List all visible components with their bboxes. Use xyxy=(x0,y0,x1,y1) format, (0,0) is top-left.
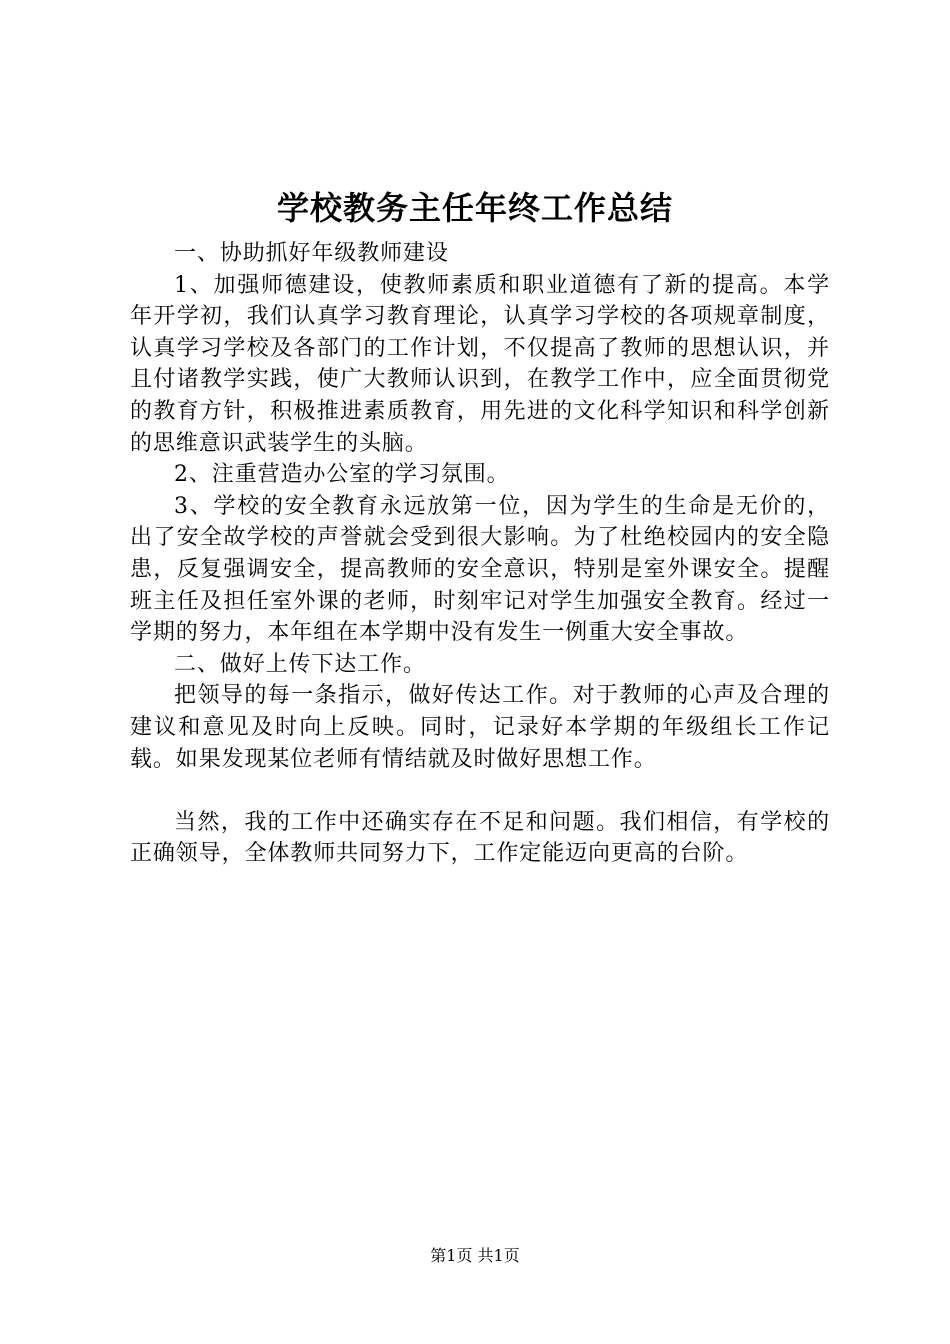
paragraph-item-3: 3、学校的安全教育永远放第一位，因为学生的生命是无价的，出了安全故学校的声誉就会受到很大影响。为了杜绝校园内的安全隐患，反复强调安全，提高教师的安全意识，特别是室外课安全。提醒班主任及担任室外课的老师，时刻牢记对学生加强安全教育。经过一学期的努力，本年组在本学期中没有发生一例重大安全事故。 xyxy=(130,493,830,646)
paragraph-item-1: 1、加强师德建设，使教师素质和职业道德有了新的提高。本学年开学初，我们认真学习教育理论，认真学习学校的各项规章制度，认真学习学校及各部门的工作计划，不仅提高了教师的思想认识，并且付诸教学实践，使广大教师认识到，在教学工作中，应全面贯彻党的教育方针，积极推进素质教育，用先进的文化科学知识和科学创新的思维意识武装学生的头脑。 xyxy=(130,272,830,456)
page-footer: 第1页 共1页 xyxy=(430,1246,520,1265)
paragraph-item-2: 2、注重营造办公室的学习氛围。 xyxy=(174,462,510,488)
paragraph-conclusion: 当然，我的工作中还确实存在不足和问题。我们相信，有学校的正确领导，全体教师共同努力下，工作定能迈向更高的台阶。 xyxy=(130,809,830,867)
section-heading-2: 二、做好上传下达工作。 xyxy=(174,651,426,677)
paragraph-instructions: 把领导的每一条指示，做好传达工作。对于教师的心声及合理的建议和意见及时向上反映。同时，记录好本学期的年级组长工作记载。如果发现某位老师有情结就及时做好思想工作。 xyxy=(130,683,830,772)
section-heading-1: 一、协助抓好年级教师建设 xyxy=(174,241,449,266)
page-title: 学校教务主任年终工作总结 xyxy=(276,189,673,227)
document-body xyxy=(130,238,830,870)
